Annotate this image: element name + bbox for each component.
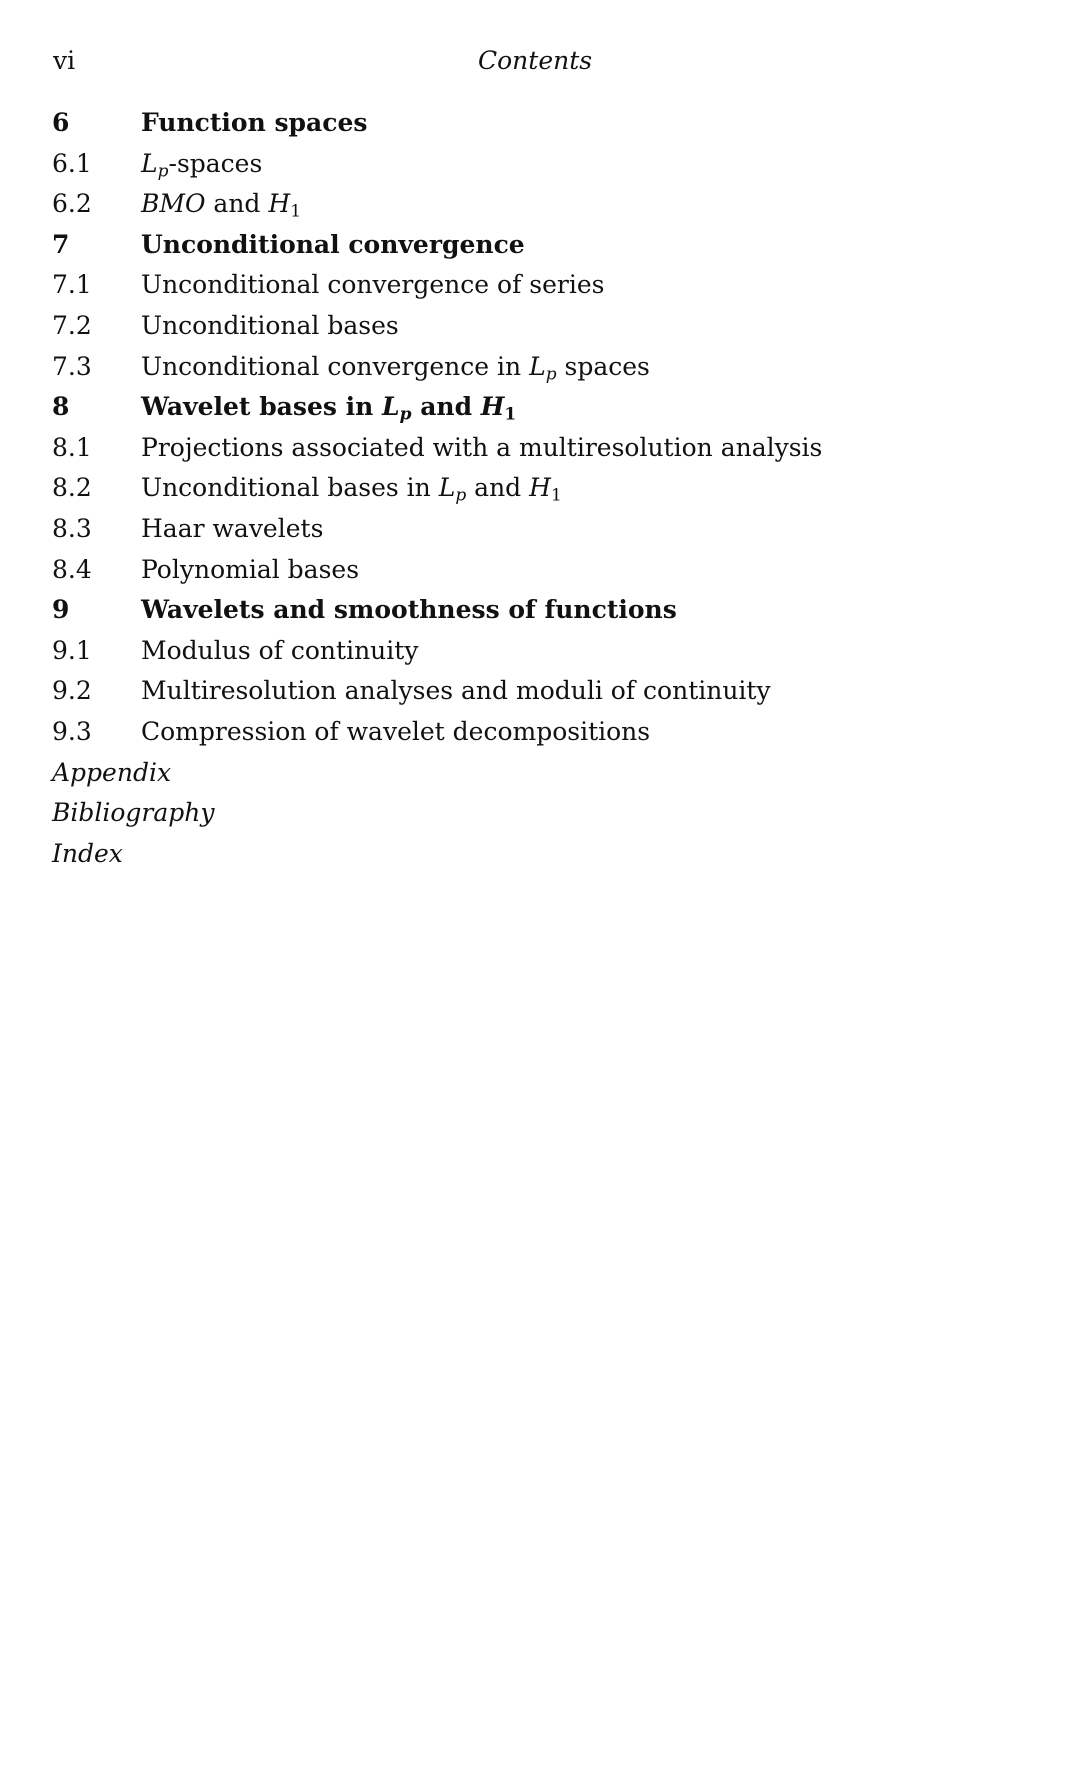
toc-entry-6-2[interactable]	[52, 187, 1052, 228]
toc-number: 9	[52, 595, 70, 625]
toc-title: Wavelets and smoothness of functions	[141, 595, 677, 625]
toc-number: 6.1	[52, 148, 92, 178]
toc-title: Compression of wavelet decompositions	[141, 716, 651, 746]
toc-title: Multiresolution analyses and moduli of continuity	[141, 676, 771, 706]
toc-title: Unconditional bases in $L_p$ and $H_1$	[141, 473, 562, 506]
toc-number: 7.1	[52, 270, 92, 300]
toc-number: 7.2	[52, 310, 92, 340]
toc-title: Bibliography	[52, 798, 215, 828]
toc-number: 8.3	[52, 513, 92, 543]
toc-entry-7-2[interactable]	[52, 309, 1052, 350]
toc-entry-7[interactable]	[52, 228, 1052, 269]
toc-entry-9-2[interactable]	[52, 674, 1052, 715]
toc-entry-index[interactable]	[52, 837, 1052, 878]
toc-number: 9.3	[52, 716, 92, 746]
toc-number: 8.1	[52, 432, 92, 462]
toc-entry-9-1[interactable]	[52, 634, 1052, 675]
toc-entry-6[interactable]	[52, 106, 1052, 147]
toc-number: 6.2	[52, 189, 92, 219]
toc-entry-bibliography[interactable]	[52, 796, 1052, 837]
toc-title: Wavelet bases in $L_p$ and $H_1$	[141, 392, 517, 425]
toc-title: $L_p$-spaces	[141, 148, 263, 181]
toc-title: Haar wavelets	[141, 513, 324, 543]
toc-number: 8.2	[52, 473, 92, 503]
toc-number: 7	[52, 229, 70, 259]
toc-entry-7-1[interactable]	[52, 268, 1052, 309]
toc-title: BMO and $H_1$	[141, 189, 302, 222]
toc-entry-8-2[interactable]	[52, 471, 1052, 512]
toc-number: 9.2	[52, 676, 92, 706]
toc-title: Polynomial bases	[141, 554, 360, 584]
table-of-contents	[52, 106, 1052, 877]
toc-title: Unconditional convergence in $L_p$ spaces	[141, 351, 650, 384]
toc-entry-8-4[interactable]	[52, 553, 1052, 594]
toc-title: Unconditional bases	[141, 310, 399, 340]
toc-title: Index	[52, 838, 123, 868]
toc-title: Unconditional convergence	[141, 229, 525, 259]
page-number: vi	[53, 46, 76, 75]
toc-number: 8.4	[52, 554, 92, 584]
toc-entry-7-3[interactable]	[52, 350, 1052, 391]
toc-title: Projections associated with a multiresolution analysis	[141, 432, 823, 462]
toc-title: Unconditional convergence of series	[141, 270, 605, 300]
toc-title: Function spaces	[141, 108, 368, 137]
toc-title: Appendix	[52, 757, 172, 787]
toc-entry-9[interactable]	[52, 593, 1052, 634]
toc-number: 8	[52, 392, 70, 422]
toc-entry-9-3[interactable]	[52, 715, 1052, 756]
toc-title: Modulus of continuity	[141, 635, 419, 665]
toc-entry-appendix[interactable]	[52, 756, 1052, 797]
running-head: Contents	[478, 46, 593, 75]
toc-number: 6	[52, 108, 70, 137]
toc-entry-8-1[interactable]	[52, 431, 1052, 472]
toc-entry-8[interactable]	[52, 390, 1052, 431]
toc-entry-8-3[interactable]	[52, 512, 1052, 553]
toc-number: 9.1	[52, 635, 92, 665]
toc-number: 7.3	[52, 351, 92, 381]
toc-entry-6-1[interactable]	[52, 147, 1052, 188]
